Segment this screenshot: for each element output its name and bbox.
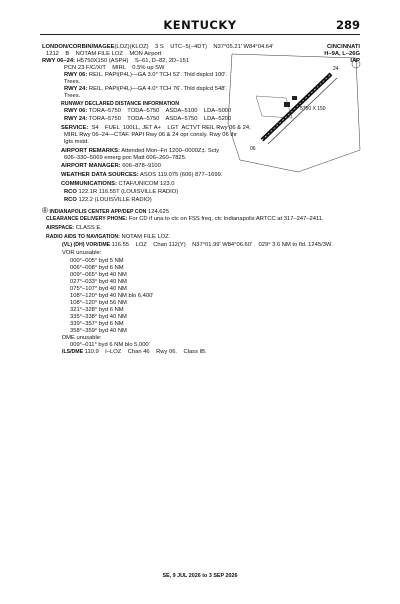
runway-number-24: 24 xyxy=(333,66,339,72)
vor-unusable-sector: 027°–033° byd 40 NM xyxy=(70,279,127,285)
rwy24-label: RWY 24: xyxy=(64,86,88,92)
rwy24-line-2: Trees. xyxy=(64,93,81,99)
declared-24-label: RWY 24: xyxy=(64,116,88,122)
footer-effective-dates: SE, 9 JUL 2026 to 3 SEP 2026 xyxy=(162,573,238,579)
rwy24-text: REIL. PAPI(P4L)—GA 4.0° TCH 76′. Thld dsplcd 548′. xyxy=(87,86,228,92)
declared-24-text: TORA–5750 TODA–5750 ASDA–5750 LDA–5200 xyxy=(87,116,232,122)
vor-unusable-sector: 335°–338° byd 40 NM xyxy=(70,314,127,320)
diagram-label: 5750 X 150 xyxy=(300,106,326,112)
vor-unusable-sector: 321°–328° byd 6 NM xyxy=(70,307,124,313)
remarks-line-2: 606–330–5069 emerg poc Matt 606–260–7825. xyxy=(64,155,187,161)
vor-text: 116.55 LOZ Chan 112(Y) N37°01.99′ W84°06.60′ 029° 3.6 NM to fld. 1245/3W. xyxy=(110,242,333,248)
weather-label: WEATHER DATA SOURCES: xyxy=(61,172,139,178)
ils-label: ILS/DME xyxy=(62,349,84,355)
manager-label: AIRPORT MANAGER: xyxy=(61,163,121,169)
vor-unusable-sector: 009°–065° byd 40 NM xyxy=(70,272,127,278)
remarks-text: Attended Mon–Fri 1200–0000Z‡. Scty xyxy=(119,148,220,154)
runway-main-text: H5750X150 (ASPH) S–61, D–82, 2D–151 xyxy=(74,58,190,64)
rwy06-label: RWY 06: xyxy=(64,72,88,78)
vor-unusable-sector: 075°–107° byd 40 NM xyxy=(70,286,127,292)
declared-06-text: TORA–5750 TODA–5750 ASDA–5100 LDA–5000 xyxy=(87,108,232,114)
chart-refs: H–9A, L–26G xyxy=(324,51,360,57)
rco2-text: 122.2 (LOUISVILLE RADIO) xyxy=(76,197,152,203)
vor-unusable-heading: VOR unusable: xyxy=(62,250,102,256)
airspace-label: AIRSPACE: xyxy=(46,225,75,231)
dme-unusable-heading: DME unusable: xyxy=(62,335,102,341)
communications-text: CTAF/UNICOM 123.0 xyxy=(116,181,175,187)
runway-main-line-2: PCN 23 F/C/X/T MIRL 0.5% up SW xyxy=(64,65,165,71)
weather-text: ASOS 119.075 (606) 877–1699. xyxy=(138,172,223,178)
runway-number-06: 06 xyxy=(250,146,256,152)
approach-symbol: ® xyxy=(42,206,48,215)
building xyxy=(284,102,290,107)
rwy06-line-2: Trees. xyxy=(64,79,81,85)
approach-label: INDIANAPOLIS CENTER APP/DEP CON xyxy=(49,209,147,215)
rco1-text: 122.1R 116.55T (LOUISVILLE RADIO) xyxy=(76,189,179,195)
rco1-label: RCO xyxy=(64,189,77,195)
airport-name: LONDON/CORBIN/MAGEE xyxy=(42,44,115,50)
elevation-line: 1212 B NOTAM FILE LOZ MON Airport xyxy=(46,51,162,57)
rwy06-text: REIL. PAPI(P4L)—GA 3.0° TCH 52′. Thld dsplcd 100′. xyxy=(87,72,228,78)
airport-boundary xyxy=(228,54,360,172)
dme-unusable-sector: 009°–011° byd 6 NM blo 5,000′ xyxy=(70,342,150,348)
region-label: CINCINNATI xyxy=(326,44,360,50)
vor-label: (VL) (DH) VOR/DME xyxy=(62,242,111,248)
communications-label: COMMUNICATIONS: xyxy=(61,181,117,187)
manager-text: 606–878–9100 xyxy=(120,163,161,169)
radio-aids-text: NOTAM FILE LOZ. xyxy=(119,234,171,240)
approach-text: 124.625 xyxy=(146,209,169,215)
iap-label: IAP xyxy=(350,58,360,64)
clearance-text: For CD if una to ctc on FSS freq, ctc Indianapolis ARTCC at 317–247–2411. xyxy=(127,216,324,222)
rco2-label: RCO xyxy=(64,197,77,203)
vor-unusable-sector: 339°–357° byd 6 NM xyxy=(70,321,124,327)
vor-unusable-sector: 006°–008° byd 6 NM xyxy=(70,265,124,271)
service-line-3: lgts mstd. xyxy=(64,139,89,145)
vor-unusable-sector: 108°–120° byd 40 NM blo 6,400′ xyxy=(70,293,154,299)
radio-aids-label: RADIO AIDS TO NAVIGATION: xyxy=(46,234,120,240)
building xyxy=(292,96,297,100)
vor-unusable-sector: 358°–359° byd 40 NM xyxy=(70,328,127,334)
airport-ident-coords: (LOZ)(KLOZ) 3 S UTC−5(−4DT) N37°05.21′ W84°04.64′ xyxy=(114,44,274,50)
clearance-label: CLEARANCE DELIVERY PHONE: xyxy=(46,216,128,222)
service-line-2: MIRL Rwy 06–24—CTAF. PAPI Rwy 06 & 24 opr consly. Rwy 06 thr xyxy=(64,132,238,138)
runway-main-label: RWY 06–24: xyxy=(42,58,75,64)
remarks-label: AIRPORT REMARKS: xyxy=(61,148,120,154)
declared-06-label: RWY 06: xyxy=(64,108,88,114)
vor-unusable-sector: 000°–005° byd 5 NM xyxy=(70,258,124,264)
ils-text: 110.9 I–LOZ Chan 46 Rwy 06. Class IB. xyxy=(83,349,207,355)
vor-unusable-sector: 108°–120° byd 56 NM xyxy=(70,300,127,306)
service-label: SERVICE: xyxy=(61,125,89,131)
service-text: S4 FUEL 100LL, JET A+ LGT ACTVT REIL Rwy 06 & 24; xyxy=(88,125,251,131)
declared-distance-heading: RUNWAY DECLARED DISTANCE INFORMATION xyxy=(61,101,179,107)
state-header: KENTUCKY xyxy=(163,18,237,32)
airspace-text: CLASS E. xyxy=(74,225,102,231)
page-number: 289 xyxy=(335,18,360,32)
